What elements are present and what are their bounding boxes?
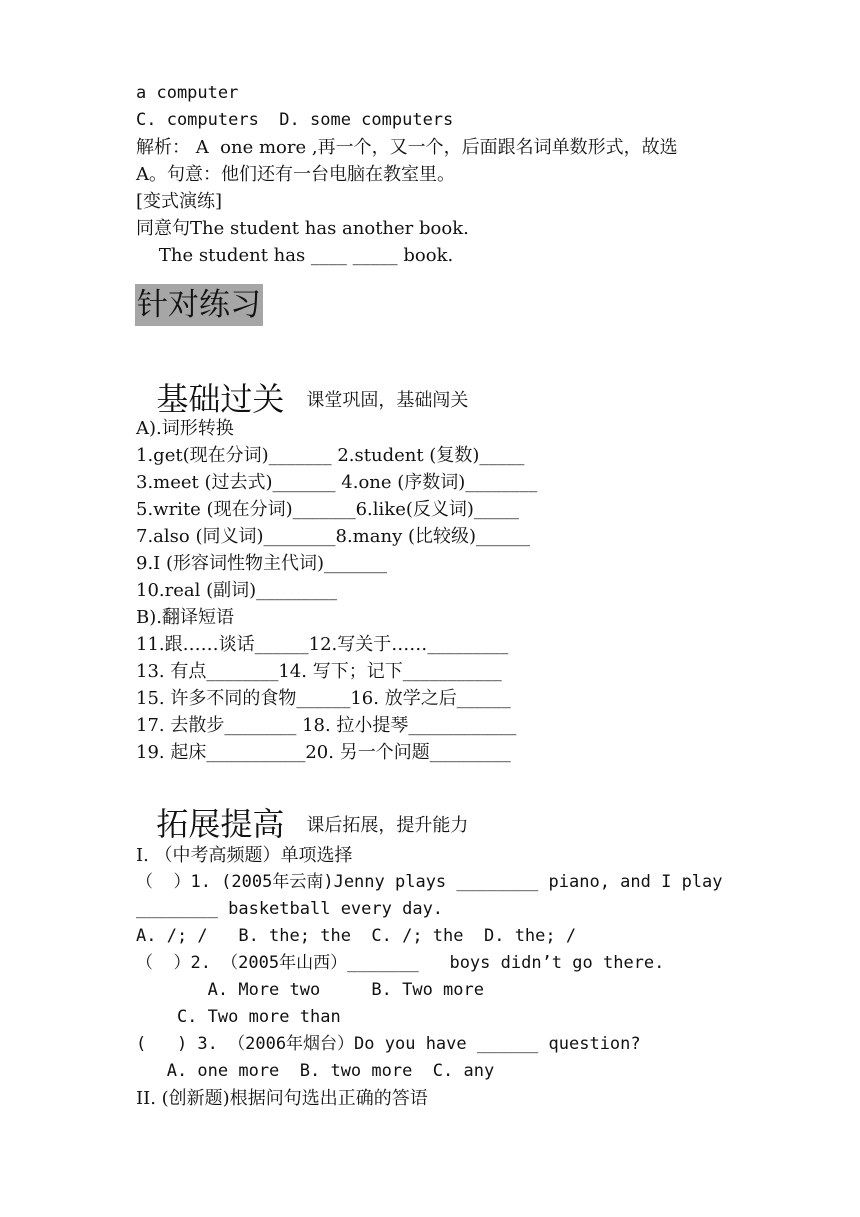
text-line: The student has ____ _____ book. [136,245,454,266]
part-title: I. （中考高频题）单项选择 [136,845,353,866]
exercise-line: 9.I (形容词性物主代词)_______ [136,553,388,574]
exercise-line: 7.also (同义词)________8.many (比较级)______ [136,526,531,547]
variant-label: [变式演练] [136,191,223,212]
options-line: C. Two more than [136,1007,341,1027]
part-title: A).词形转换 [136,418,234,439]
section-heading-practice: 针对练习 [135,284,263,326]
exercise-line: 13. 有点________14. 写下；记下___________ [136,661,502,682]
part-title: II. (创新题)根据问句选出正确的答语 [136,1088,428,1109]
analysis-line: 解析： A one more ,再一个，又一个，后面跟名词单数形式，故选 [136,137,678,158]
question-line: ( ) 3. （2006年烟台）Do you have ______ question? [136,1034,641,1054]
exercise-line: 1.get(现在分词)_______ 2.student (复数)_____ [136,445,525,466]
options-line: A. More two B. Two more [136,980,484,1000]
exercise-line: 11.跟……谈话______12.写关于……_________ [136,634,509,655]
section-subtitle: 课后拓展，提升能力 [306,815,469,836]
exercise-line: 10.real (副词)_________ [136,580,338,601]
exercise-line: 5.write (现在分词)_______6.like(反义词)_____ [136,499,519,520]
question-line: ________ basketball every day. [136,899,444,919]
options-line: A. one more B. two more C. any [136,1061,495,1081]
section-title: 基础过关 [156,380,285,418]
text-line: C. computers D. some computers [136,110,454,130]
exercise-line: 19. 起床___________20. 另一个问题_________ [136,742,511,763]
question-line: （ ）2. （2005年山西）_______ boys didn’t go there. [136,953,665,973]
question-line: （ ）1. (2005年云南)Jenny plays ________ piano, and I play [136,872,723,892]
options-line: A. /; / B. the; the C. /; the D. the; / [136,926,577,946]
section-title: 拓展提高 [156,805,285,843]
text-line: 同意句The student has another book. [136,218,469,239]
text-line: a computer [136,83,239,103]
part-title: B).翻译短语 [136,607,234,628]
exercise-line: 17. 去散步________ 18. 拉小提琴____________ [136,715,517,736]
exercise-line: 3.meet (过去式)_______ 4.one (序数词)________ [136,472,538,493]
exercise-line: 15. 许多不同的食物______16. 放学之后______ [136,688,511,709]
analysis-line: A。句意：他们还有一台电脑在教室里。 [136,164,455,185]
section-subtitle: 课堂巩固，基础闯关 [306,390,469,411]
